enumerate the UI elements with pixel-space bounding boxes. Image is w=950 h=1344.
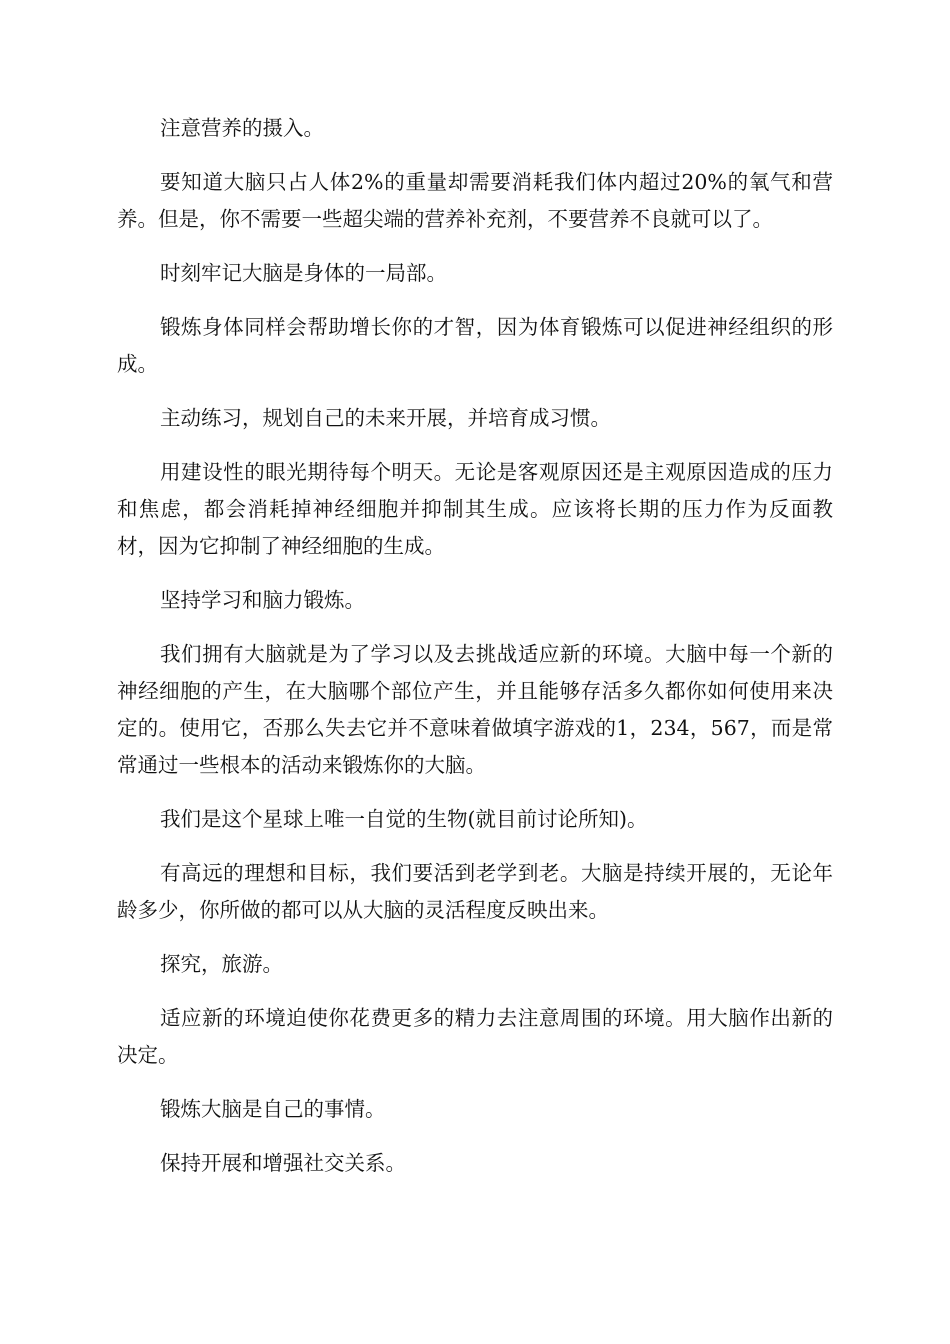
paragraph: 锻炼身体同样会帮助增长你的才智，因为体育锻炼可以促进神经组织的形成。	[117, 315, 833, 376]
paragraph: 锻炼大脑是自己的事情。	[160, 1097, 386, 1121]
paragraph: 我们是这个星球上唯一自觉的生物(就目前讨论所知)。	[160, 807, 648, 831]
paragraph: 探究，旅游。	[160, 952, 283, 976]
paragraph: 坚持学习和脑力锻炼。	[160, 588, 365, 612]
paragraph: 注意营养的摄入。	[160, 116, 324, 140]
paragraph: 主动练习，规划自己的未来开展，并培育成习惯。	[160, 406, 611, 430]
paragraph: 我们拥有大脑就是为了学习以及去挑战适应新的环境。大脑中每一个新的神经细胞的产生，在大脑哪个部位产生，并且能够存活多久都你如何使用来决定的。使用它，否那么失去它并不意味着做填字游戏的1，234，567，而是常常通过一些根本的活动来锻炼你的大脑。	[117, 642, 833, 777]
document-body	[117, 110, 833, 1182]
paragraph: 保持开展和增强社交关系。	[160, 1151, 406, 1175]
paragraph: 时刻牢记大脑是身体的一局部。	[160, 261, 447, 285]
paragraph: 用建设性的眼光期待每个明天。无论是客观原因还是主观原因造成的压力和焦虑，都会消耗掉神经细胞并抑制其生成。应该将长期的压力作为反面教材，因为它抑制了神经细胞的生成。	[117, 460, 833, 558]
paragraph: 要知道大脑只占人体2%的重量却需要消耗我们体内超过20%的氧气和营养。但是，你不需要一些超尖端的营养补充剂，不要营养不良就可以了。	[117, 170, 833, 231]
paragraph: 适应新的环境迫使你花费更多的精力去注意周围的环境。用大脑作出新的决定。	[117, 1006, 833, 1067]
paragraph: 有高远的理想和目标，我们要活到老学到老。大脑是持续开展的，无论年龄多少，你所做的都可以从大脑的灵活程度反映出来。	[117, 861, 833, 922]
